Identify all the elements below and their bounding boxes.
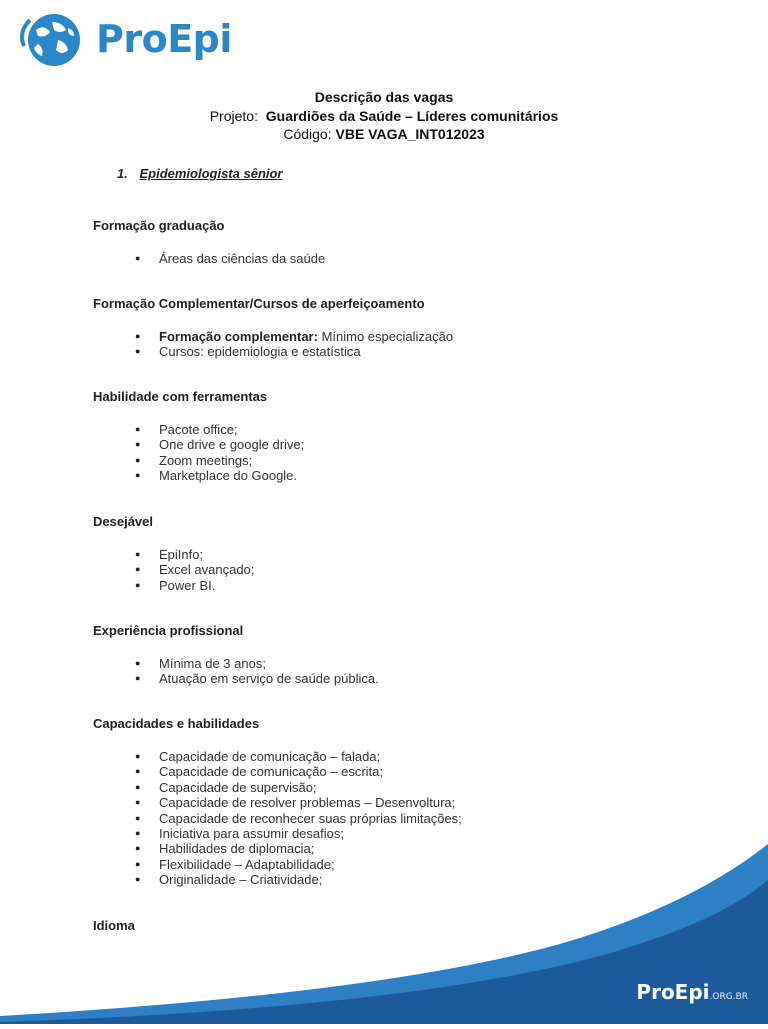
document-header: [0, 88, 768, 144]
section-graduation: [93, 218, 713, 266]
list-item: ● Flexibilidade – Adaptabilidade;: [93, 857, 713, 872]
list-item: ● Iniciativa para assumir desafios;: [93, 826, 713, 841]
list-item: ● Capacidade de comunicação – falada;: [93, 749, 713, 764]
section-title: Capacidades e habilidades: [93, 716, 260, 731]
list-item: ● Power BI.: [93, 578, 713, 593]
list-item: ● Excel avançado;: [93, 562, 713, 577]
list-item: ● Habilidades de diplomacia;: [93, 841, 713, 856]
item-label: Formação complementar:: [159, 329, 318, 344]
list-item: ● Marketplace do Google.: [93, 468, 713, 483]
page-title: Descrição das vagas: [314, 89, 454, 105]
logo-text: ProEpi: [96, 17, 232, 61]
proepi-logo[interactable]: [18, 10, 232, 68]
bullet-list: [93, 547, 713, 593]
list-item: ● Capacidade de reconhecer suas próprias limitações;: [93, 811, 713, 826]
project-line: [0, 107, 768, 126]
list-item: ● Capacidade de resolver problemas – Desenvoltura;: [93, 795, 713, 810]
list-item: [93, 329, 713, 344]
section-desirable: [93, 514, 713, 593]
footer-brand: ProEpi: [636, 980, 710, 1004]
project-label: Projeto:: [209, 107, 258, 124]
list-item: ● Zoom meetings;: [93, 453, 713, 468]
list-item: ● Cursos: epidemiologia e estatística: [93, 344, 713, 359]
globe-icon: [18, 10, 90, 68]
bullet-list: [93, 656, 713, 687]
bullet-list: [93, 251, 713, 266]
item-value: Mínimo especialização: [321, 329, 454, 344]
list-item: ● Pacote office;: [93, 422, 713, 437]
code-line: [0, 125, 768, 144]
list-item: ● Capacidade de supervisão;: [93, 780, 713, 795]
bullet-list: [93, 329, 713, 360]
section-title: Experiência profissional: [93, 623, 244, 638]
section-title: Desejável: [93, 514, 153, 529]
section-tools: [93, 389, 713, 484]
bullet-list: [93, 422, 713, 484]
code-label: Código:: [283, 126, 332, 142]
section-title: Formação graduação: [93, 218, 225, 233]
list-item: ● Áreas das ciências da saúde: [93, 251, 713, 266]
footer-logo[interactable]: [636, 980, 748, 1004]
code-value: VBE VAGA_INT012023: [335, 126, 485, 142]
section-title: Formação Complementar/Cursos de aperfeiçoamento: [93, 296, 425, 311]
section-title: Idioma: [93, 918, 135, 933]
job-title: Epidemiologista sênior: [139, 166, 283, 181]
job-number: 1.: [117, 166, 128, 181]
list-item: ● Mínima de 3 anos;: [93, 656, 713, 671]
footer-domain: .ORG.BR: [709, 992, 748, 1002]
section-complementary: [93, 296, 713, 360]
list-item: ● One drive e google drive;: [93, 437, 713, 452]
list-item: ● EpiInfo;: [93, 547, 713, 562]
list-item: ● Originalidade – Criatividade;: [93, 872, 713, 887]
section-experience: [93, 623, 713, 687]
footer-wave: [0, 844, 768, 1024]
list-item: ● Capacidade de comunicação – escrita;: [93, 764, 713, 779]
job-title-line: [117, 166, 283, 181]
project-value: Guardiões da Saúde – Líderes comunitários: [265, 107, 559, 124]
section-title: Habilidade com ferramentas: [93, 389, 268, 404]
list-item: ● Atuação em serviço de saúde pública.: [93, 671, 713, 686]
